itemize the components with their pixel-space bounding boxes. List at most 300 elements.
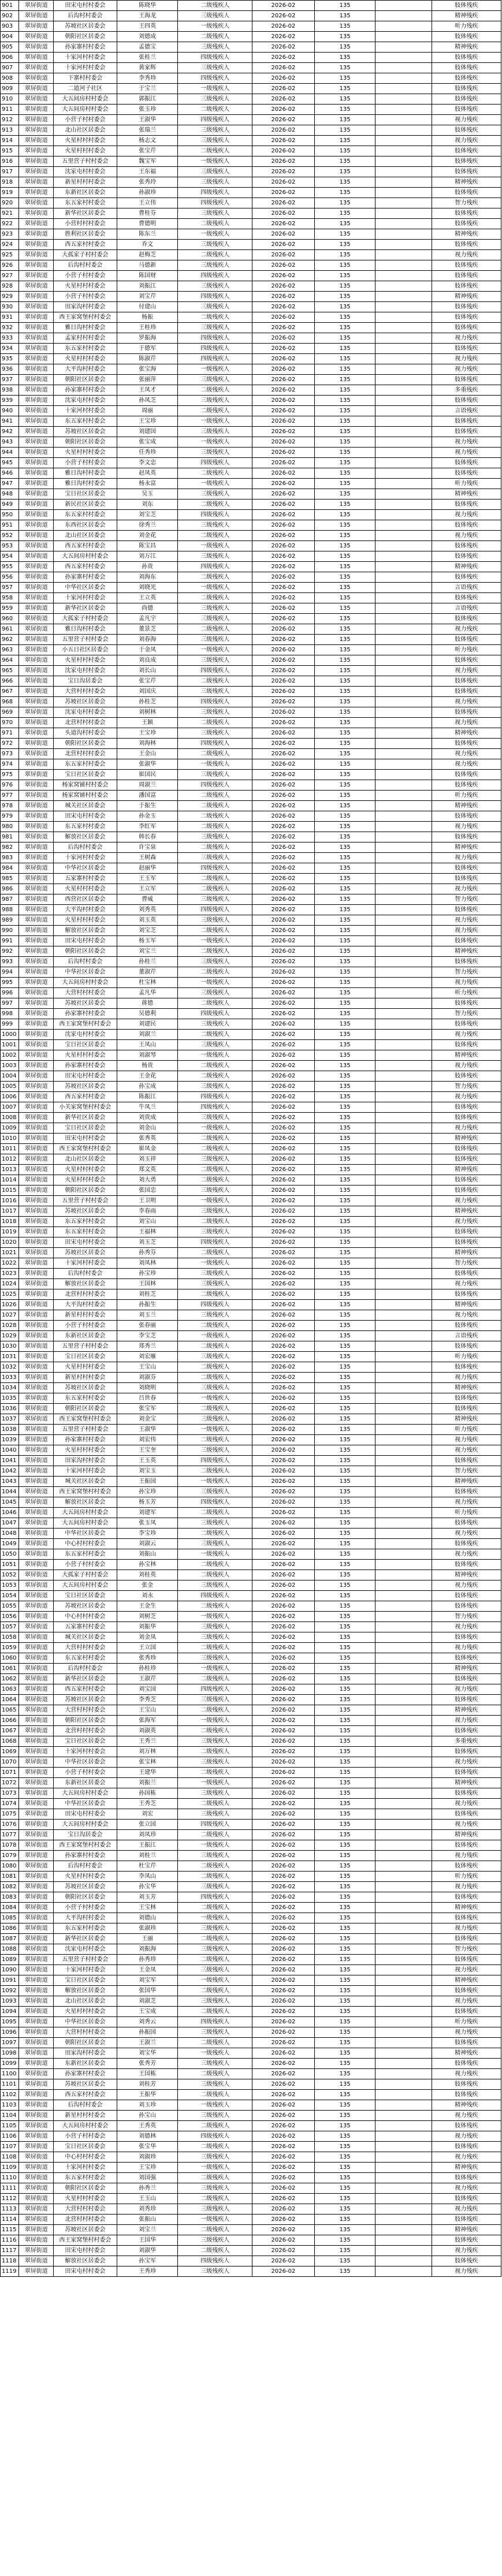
cell-row-number[interactable]: 1049 xyxy=(1,1539,19,1549)
cell-month[interactable]: 2026-02 xyxy=(252,1768,315,1778)
cell-community[interactable]: 火星村村村委会 xyxy=(54,448,117,458)
cell-name[interactable]: 陈宝昌 xyxy=(117,541,178,551)
cell-amount[interactable]: 135 xyxy=(314,1217,375,1227)
cell-row-number[interactable]: 919 xyxy=(1,188,19,198)
cell-street[interactable]: 翠屏街道 xyxy=(19,780,54,791)
cell-disability-type[interactable]: 肢体残疾 xyxy=(432,1341,501,1352)
cell-street[interactable]: 翠屏街道 xyxy=(19,1092,54,1102)
cell-amount[interactable]: 135 xyxy=(314,739,375,749)
cell-month[interactable]: 2026-02 xyxy=(252,1061,315,1071)
cell-month[interactable]: 2026-02 xyxy=(252,375,315,385)
cell-blank[interactable] xyxy=(375,2111,432,2121)
cell-month[interactable]: 2026-02 xyxy=(252,593,315,603)
cell-disability-level[interactable]: 四级残疾人 xyxy=(178,1892,252,1903)
cell-month[interactable]: 2026-02 xyxy=(252,1851,315,1861)
cell-disability-type[interactable]: 肢体残疾 xyxy=(432,1726,501,1736)
cell-street[interactable]: 翠屏街道 xyxy=(19,2027,54,2038)
cell-blank[interactable] xyxy=(375,364,432,375)
cell-blank[interactable] xyxy=(375,499,432,510)
cell-disability-level[interactable]: 三级残疾人 xyxy=(178,1580,252,1591)
cell-month[interactable]: 2026-02 xyxy=(252,842,315,853)
cell-blank[interactable] xyxy=(375,323,432,333)
cell-row-number[interactable]: 1069 xyxy=(1,1747,19,1757)
cell-month[interactable]: 2026-02 xyxy=(252,1258,315,1269)
cell-name[interactable]: 刘宏伟 xyxy=(117,1435,178,1445)
cell-disability-type[interactable]: 肢体残疾 xyxy=(432,1362,501,1373)
cell-street[interactable]: 翠屏街道 xyxy=(19,1632,54,1643)
cell-community[interactable]: 东新社区居委会 xyxy=(54,1331,117,1341)
cell-disability-type[interactable]: 精神残疾 xyxy=(432,728,501,739)
cell-street[interactable]: 翠屏街道 xyxy=(19,406,54,416)
cell-street[interactable]: 翠屏街道 xyxy=(19,302,54,312)
cell-disability-type[interactable]: 肢体残疾 xyxy=(432,957,501,967)
cell-row-number[interactable]: 968 xyxy=(1,697,19,707)
cell-amount[interactable]: 135 xyxy=(314,489,375,499)
cell-disability-level[interactable]: 四级残疾人 xyxy=(178,1497,252,1508)
cell-row-number[interactable]: 985 xyxy=(1,874,19,884)
cell-community[interactable]: 火星村村村委会 xyxy=(54,1050,117,1061)
cell-disability-level[interactable]: 一级残疾人 xyxy=(178,759,252,770)
cell-name[interactable]: 于德军 xyxy=(117,344,178,354)
cell-name[interactable]: 张秀英 xyxy=(117,1134,178,1144)
cell-row-number[interactable]: 1119 xyxy=(1,2266,19,2277)
cell-blank[interactable] xyxy=(375,2152,432,2163)
cell-disability-level[interactable]: 四级残疾人 xyxy=(178,73,252,84)
cell-blank[interactable] xyxy=(375,1154,432,1165)
cell-month[interactable]: 2026-02 xyxy=(252,687,315,697)
cell-blank[interactable] xyxy=(375,531,432,541)
cell-amount[interactable]: 135 xyxy=(314,323,375,333)
cell-disability-type[interactable]: 视力残疾 xyxy=(432,2183,501,2194)
cell-amount[interactable]: 135 xyxy=(314,749,375,759)
cell-name[interactable]: 杨玉芳 xyxy=(117,1497,178,1508)
cell-street[interactable]: 翠屏街道 xyxy=(19,1591,54,1601)
cell-disability-type[interactable]: 肢体残疾 xyxy=(432,707,501,718)
cell-name[interactable]: 王振国 xyxy=(117,1477,178,1487)
cell-disability-type[interactable]: 肢体残疾 xyxy=(432,1913,501,1923)
cell-row-number[interactable]: 1029 xyxy=(1,1331,19,1341)
cell-row-number[interactable]: 1051 xyxy=(1,1560,19,1570)
cell-amount[interactable]: 135 xyxy=(314,791,375,801)
cell-disability-level[interactable]: 三级残疾人 xyxy=(178,1113,252,1123)
cell-name[interactable]: 王立军 xyxy=(117,884,178,894)
cell-disability-type[interactable]: 视力残疾 xyxy=(432,2246,501,2256)
cell-disability-type[interactable]: 精神残疾 xyxy=(432,1778,501,1788)
cell-disability-level[interactable]: 二级残疾人 xyxy=(178,2090,252,2100)
cell-row-number[interactable]: 1082 xyxy=(1,1882,19,1892)
cell-street[interactable]: 翠屏街道 xyxy=(19,1144,54,1154)
cell-street[interactable]: 翠屏街道 xyxy=(19,791,54,801)
cell-community[interactable]: 中心村村村委会 xyxy=(54,1539,117,1549)
cell-community[interactable]: 宝日社区居委会 xyxy=(54,1352,117,1362)
cell-name[interactable]: 王建华 xyxy=(117,1768,178,1778)
cell-month[interactable]: 2026-02 xyxy=(252,146,315,156)
cell-row-number[interactable]: 998 xyxy=(1,1009,19,1019)
cell-name[interactable]: 张秀玲 xyxy=(117,177,178,188)
cell-community[interactable]: 孙家寨村村委会 xyxy=(54,385,117,396)
cell-disability-type[interactable]: 肢体残疾 xyxy=(432,1840,501,1851)
cell-disability-type[interactable]: 精神残疾 xyxy=(432,1975,501,1986)
cell-street[interactable]: 翠屏街道 xyxy=(19,188,54,198)
cell-disability-type[interactable]: 视力残疾 xyxy=(432,884,501,894)
cell-row-number[interactable]: 951 xyxy=(1,520,19,531)
cell-disability-type[interactable]: 视力残疾 xyxy=(432,1580,501,1591)
cell-amount[interactable]: 135 xyxy=(314,1903,375,1913)
cell-community[interactable]: 西王家窝堡村村委会 xyxy=(54,1487,117,1497)
cell-amount[interactable]: 135 xyxy=(314,406,375,416)
cell-amount[interactable]: 135 xyxy=(314,1331,375,1341)
cell-street[interactable]: 翠屏街道 xyxy=(19,1653,54,1664)
cell-month[interactable]: 2026-02 xyxy=(252,125,315,136)
cell-row-number[interactable]: 1060 xyxy=(1,1653,19,1664)
cell-month[interactable]: 2026-02 xyxy=(252,1414,315,1425)
cell-name[interactable]: 刘秀英 xyxy=(117,905,178,915)
cell-blank[interactable] xyxy=(375,1903,432,1913)
cell-blank[interactable] xyxy=(375,759,432,770)
cell-name[interactable]: 张宝芹 xyxy=(117,146,178,156)
cell-month[interactable]: 2026-02 xyxy=(252,2215,315,2225)
cell-blank[interactable] xyxy=(375,1144,432,1154)
cell-name[interactable]: 孙宝林 xyxy=(117,1560,178,1570)
cell-community[interactable]: 中华社区居委会 xyxy=(54,1757,117,1768)
cell-blank[interactable] xyxy=(375,967,432,978)
cell-amount[interactable]: 135 xyxy=(314,1872,375,1882)
cell-row-number[interactable]: 1107 xyxy=(1,2142,19,2152)
cell-community[interactable]: 小营子村村委会 xyxy=(54,292,117,302)
cell-month[interactable]: 2026-02 xyxy=(252,42,315,53)
cell-disability-type[interactable]: 视力残疾 xyxy=(432,1196,501,1206)
cell-name[interactable]: 于宝兰 xyxy=(117,84,178,94)
cell-disability-level[interactable]: 一级残疾人 xyxy=(178,437,252,448)
cell-disability-type[interactable]: 肢体残疾 xyxy=(432,2121,501,2131)
cell-row-number[interactable]: 945 xyxy=(1,458,19,468)
cell-amount[interactable]: 135 xyxy=(314,1508,375,1518)
cell-amount[interactable]: 135 xyxy=(314,1092,375,1102)
cell-blank[interactable] xyxy=(375,2069,432,2079)
cell-disability-level[interactable]: 二级残疾人 xyxy=(178,801,252,811)
cell-community[interactable]: 孙家寨村村委会 xyxy=(54,2069,117,2079)
cell-disability-level[interactable]: 二级残疾人 xyxy=(178,2225,252,2235)
cell-amount[interactable]: 135 xyxy=(314,2183,375,2194)
cell-disability-level[interactable]: 三级残疾人 xyxy=(178,1632,252,1643)
cell-community[interactable]: 杨家窝铺村村委会 xyxy=(54,791,117,801)
cell-name[interactable]: 张玉珍 xyxy=(117,105,178,115)
cell-amount[interactable]: 135 xyxy=(314,396,375,406)
cell-disability-type[interactable]: 言语残疾 xyxy=(432,603,501,614)
cell-name[interactable]: 乔文 xyxy=(117,240,178,250)
cell-disability-type[interactable]: 视力残疾 xyxy=(432,1757,501,1768)
cell-disability-level[interactable]: 三级残疾人 xyxy=(178,260,252,271)
cell-community[interactable]: 新星村村村委会 xyxy=(54,1310,117,1321)
cell-blank[interactable] xyxy=(375,2246,432,2256)
cell-disability-type[interactable]: 视力残疾 xyxy=(432,1965,501,1975)
cell-disability-level[interactable]: 三级残疾人 xyxy=(178,375,252,385)
cell-disability-type[interactable]: 肢体残疾 xyxy=(432,780,501,791)
cell-row-number[interactable]: 1066 xyxy=(1,1716,19,1726)
cell-disability-level[interactable]: 三级残疾人 xyxy=(178,853,252,863)
cell-street[interactable]: 翠屏街道 xyxy=(19,1248,54,1258)
cell-amount[interactable]: 135 xyxy=(314,1,375,11)
cell-row-number[interactable]: 924 xyxy=(1,240,19,250)
cell-community[interactable]: 火星村村村委会 xyxy=(54,884,117,894)
cell-amount[interactable]: 135 xyxy=(314,2152,375,2163)
cell-disability-level[interactable]: 三级残疾人 xyxy=(178,136,252,146)
cell-month[interactable]: 2026-02 xyxy=(252,697,315,707)
cell-name[interactable]: 孙振生 xyxy=(117,1300,178,1310)
cell-name[interactable]: 刘贵成 xyxy=(117,1113,178,1123)
cell-street[interactable]: 翠屏街道 xyxy=(19,2121,54,2131)
cell-disability-level[interactable]: 二级残疾人 xyxy=(178,1289,252,1300)
cell-community[interactable]: 东五家村村委会 xyxy=(54,1923,117,1934)
cell-row-number[interactable]: 1023 xyxy=(1,1269,19,1279)
cell-community[interactable]: 东五家村村委会 xyxy=(54,344,117,354)
cell-disability-level[interactable]: 二级残疾人 xyxy=(178,219,252,229)
cell-community[interactable]: 东五家村村委会 xyxy=(54,416,117,427)
cell-disability-type[interactable]: 视力残疾 xyxy=(432,718,501,728)
cell-row-number[interactable]: 946 xyxy=(1,468,19,479)
cell-name[interactable]: 王宝珍 xyxy=(117,416,178,427)
cell-name[interactable]: 刘宝芝 xyxy=(117,926,178,936)
cell-disability-type[interactable]: 言语残疾 xyxy=(432,583,501,593)
cell-name[interactable]: 王凤山 xyxy=(117,1040,178,1050)
cell-amount[interactable]: 135 xyxy=(314,364,375,375)
cell-blank[interactable] xyxy=(375,978,432,988)
cell-row-number[interactable]: 1026 xyxy=(1,1300,19,1310)
cell-row-number[interactable]: 959 xyxy=(1,603,19,614)
cell-disability-type[interactable]: 听力残疾 xyxy=(432,2017,501,2027)
cell-disability-type[interactable]: 肢体残疾 xyxy=(432,1404,501,1414)
cell-community[interactable]: 雅日沟村村委会 xyxy=(54,323,117,333)
cell-blank[interactable] xyxy=(375,437,432,448)
cell-street[interactable]: 翠屏街道 xyxy=(19,1321,54,1331)
cell-disability-type[interactable]: 肢体残疾 xyxy=(432,811,501,822)
cell-community[interactable]: 西五家村村委会 xyxy=(54,1092,117,1102)
cell-community[interactable]: 田宋屯村村委会 xyxy=(54,1134,117,1144)
cell-amount[interactable]: 135 xyxy=(314,1923,375,1934)
cell-community[interactable]: 田家沟村村委会 xyxy=(54,302,117,312)
cell-row-number[interactable]: 1036 xyxy=(1,1404,19,1414)
cell-disability-level[interactable]: 三级残疾人 xyxy=(178,1279,252,1289)
cell-community[interactable]: 后沟村村委会 xyxy=(54,1861,117,1872)
cell-disability-type[interactable]: 肢体残疾 xyxy=(432,260,501,271)
cell-street[interactable]: 翠屏街道 xyxy=(19,2038,54,2048)
cell-name[interactable]: 孙宝成 xyxy=(117,1082,178,1092)
cell-name[interactable]: 孟凡宇 xyxy=(117,614,178,624)
cell-disability-level[interactable]: 三级残疾人 xyxy=(178,1539,252,1549)
cell-blank[interactable] xyxy=(375,2204,432,2215)
cell-amount[interactable]: 135 xyxy=(314,2090,375,2100)
cell-community[interactable]: 孙家寨村村委会 xyxy=(54,1009,117,1019)
cell-name[interactable]: 刘德山 xyxy=(117,1913,178,1923)
cell-amount[interactable]: 135 xyxy=(314,1321,375,1331)
cell-row-number[interactable]: 933 xyxy=(1,333,19,344)
cell-row-number[interactable]: 1018 xyxy=(1,1217,19,1227)
cell-blank[interactable] xyxy=(375,583,432,593)
cell-row-number[interactable]: 1012 xyxy=(1,1154,19,1165)
cell-amount[interactable]: 135 xyxy=(314,1165,375,1175)
cell-disability-level[interactable]: 二级残疾人 xyxy=(178,624,252,635)
cell-disability-type[interactable]: 视力残疾 xyxy=(432,1923,501,1934)
cell-amount[interactable]: 135 xyxy=(314,1082,375,1092)
cell-disability-type[interactable]: 听力残疾 xyxy=(432,1508,501,1518)
cell-amount[interactable]: 135 xyxy=(314,292,375,302)
cell-name[interactable]: 郑秀兰 xyxy=(117,1341,178,1352)
cell-name[interactable]: 王宝珍 xyxy=(117,2163,178,2173)
cell-month[interactable]: 2026-02 xyxy=(252,2256,315,2266)
cell-community[interactable]: 西王家窝堡村村委会 xyxy=(54,1414,117,1425)
cell-amount[interactable]: 135 xyxy=(314,1373,375,1383)
cell-month[interactable]: 2026-02 xyxy=(252,1664,315,1674)
cell-month[interactable]: 2026-02 xyxy=(252,1497,315,1508)
cell-month[interactable]: 2026-02 xyxy=(252,2152,315,2163)
cell-name[interactable]: 王宝山 xyxy=(117,1362,178,1373)
cell-street[interactable]: 翠屏街道 xyxy=(19,323,54,333)
cell-blank[interactable] xyxy=(375,489,432,499)
cell-community[interactable]: 小营子村村委会 xyxy=(54,1321,117,1331)
cell-street[interactable]: 翠屏街道 xyxy=(19,1373,54,1383)
cell-name[interactable]: 吴德利 xyxy=(117,1009,178,1019)
cell-amount[interactable]: 135 xyxy=(314,1445,375,1456)
cell-blank[interactable] xyxy=(375,1134,432,1144)
cell-amount[interactable]: 135 xyxy=(314,146,375,156)
cell-disability-type[interactable]: 肢体残疾 xyxy=(432,655,501,666)
cell-amount[interactable]: 135 xyxy=(314,136,375,146)
cell-amount[interactable]: 135 xyxy=(314,1632,375,1643)
cell-month[interactable]: 2026-02 xyxy=(252,302,315,312)
cell-street[interactable]: 翠屏街道 xyxy=(19,1477,54,1487)
cell-name[interactable]: 刘国庆 xyxy=(117,687,178,697)
cell-disability-level[interactable]: 二级残疾人 xyxy=(178,1071,252,1082)
cell-blank[interactable] xyxy=(375,146,432,156)
cell-name[interactable]: 孙国栋 xyxy=(117,1788,178,1799)
cell-disability-level[interactable]: 三级残疾人 xyxy=(178,1622,252,1632)
cell-disability-type[interactable]: 视力残疾 xyxy=(432,759,501,770)
cell-row-number[interactable]: 961 xyxy=(1,624,19,635)
cell-street[interactable]: 翠屏街道 xyxy=(19,718,54,728)
cell-disability-type[interactable]: 肢体残疾 xyxy=(432,63,501,73)
cell-amount[interactable]: 135 xyxy=(314,572,375,583)
cell-disability-level[interactable]: 三级残疾人 xyxy=(178,707,252,718)
cell-community[interactable]: 宝日社区居委会 xyxy=(54,1123,117,1134)
cell-month[interactable]: 2026-02 xyxy=(252,2048,315,2059)
cell-disability-level[interactable]: 一级残疾人 xyxy=(178,583,252,593)
cell-blank[interactable] xyxy=(375,1955,432,1965)
cell-amount[interactable]: 135 xyxy=(314,1352,375,1362)
cell-street[interactable]: 翠屏街道 xyxy=(19,94,54,105)
cell-row-number[interactable]: 1034 xyxy=(1,1383,19,1393)
cell-month[interactable]: 2026-02 xyxy=(252,1529,315,1539)
cell-street[interactable]: 翠屏街道 xyxy=(19,749,54,759)
cell-row-number[interactable]: 918 xyxy=(1,177,19,188)
cell-community[interactable]: 宝日社区居委会 xyxy=(54,489,117,499)
cell-disability-type[interactable]: 视力残疾 xyxy=(432,666,501,676)
cell-disability-level[interactable]: 二级残疾人 xyxy=(178,811,252,822)
cell-name[interactable]: 刘振江 xyxy=(117,281,178,292)
cell-blank[interactable] xyxy=(375,1487,432,1497)
cell-community[interactable]: 东五家村村委会 xyxy=(54,1217,117,1227)
cell-disability-level[interactable]: 二级残疾人 xyxy=(178,1768,252,1778)
cell-street[interactable]: 翠屏街道 xyxy=(19,946,54,957)
cell-community[interactable]: 大五间房村村委会 xyxy=(54,1820,117,1830)
cell-disability-level[interactable]: 一级残疾人 xyxy=(178,936,252,946)
cell-community[interactable]: 后沟村村委会 xyxy=(54,11,117,21)
cell-blank[interactable] xyxy=(375,229,432,240)
cell-row-number[interactable]: 958 xyxy=(1,593,19,603)
cell-disability-level[interactable]: 四级残疾人 xyxy=(178,905,252,915)
cell-row-number[interactable]: 967 xyxy=(1,687,19,697)
cell-blank[interactable] xyxy=(375,1736,432,1747)
cell-name[interactable]: 张宝成 xyxy=(117,437,178,448)
cell-blank[interactable] xyxy=(375,2235,432,2246)
cell-name[interactable]: 张丽萍 xyxy=(117,375,178,385)
cell-month[interactable]: 2026-02 xyxy=(252,2183,315,2194)
cell-disability-level[interactable]: 三级残疾人 xyxy=(178,1944,252,1955)
cell-street[interactable]: 翠屏街道 xyxy=(19,1975,54,1986)
cell-community[interactable]: 朝阳社区居委会 xyxy=(54,375,117,385)
cell-disability-level[interactable]: 二级残疾人 xyxy=(178,1341,252,1352)
cell-amount[interactable]: 135 xyxy=(314,260,375,271)
cell-community[interactable]: 胜利社区居委会 xyxy=(54,229,117,240)
cell-row-number[interactable]: 1035 xyxy=(1,1393,19,1404)
cell-amount[interactable]: 135 xyxy=(314,499,375,510)
cell-street[interactable]: 翠屏街道 xyxy=(19,2235,54,2246)
cell-street[interactable]: 翠屏街道 xyxy=(19,292,54,302)
cell-disability-type[interactable]: 言语残疾 xyxy=(432,406,501,416)
cell-name[interactable]: 孙宝珍 xyxy=(117,1269,178,1279)
cell-amount[interactable]: 135 xyxy=(314,94,375,105)
cell-disability-type[interactable]: 智力残疾 xyxy=(432,1009,501,1019)
cell-amount[interactable]: 135 xyxy=(314,1341,375,1352)
cell-disability-type[interactable]: 肢体残疾 xyxy=(432,458,501,468)
cell-street[interactable]: 翠屏街道 xyxy=(19,105,54,115)
cell-disability-level[interactable]: 二级残疾人 xyxy=(178,1726,252,1736)
cell-disability-level[interactable]: 四级残疾人 xyxy=(178,1456,252,1466)
cell-amount[interactable]: 135 xyxy=(314,1934,375,1944)
cell-street[interactable]: 翠屏街道 xyxy=(19,2256,54,2266)
cell-street[interactable]: 翠屏街道 xyxy=(19,1009,54,1019)
cell-street[interactable]: 翠屏街道 xyxy=(19,1986,54,1996)
cell-community[interactable]: 东五家村村委会 xyxy=(54,2173,117,2183)
cell-street[interactable]: 翠屏街道 xyxy=(19,1934,54,1944)
cell-month[interactable]: 2026-02 xyxy=(252,177,315,188)
cell-disability-type[interactable]: 视力残疾 xyxy=(432,2152,501,2163)
cell-blank[interactable] xyxy=(375,1882,432,1892)
cell-row-number[interactable]: 984 xyxy=(1,863,19,874)
cell-name[interactable]: 曹德明 xyxy=(117,219,178,229)
cell-street[interactable]: 翠屏街道 xyxy=(19,136,54,146)
cell-community[interactable]: 十家河村村委会 xyxy=(54,593,117,603)
cell-month[interactable]: 2026-02 xyxy=(252,489,315,499)
cell-month[interactable]: 2026-02 xyxy=(252,1778,315,1788)
cell-community[interactable]: 火星村村村委会 xyxy=(54,1175,117,1186)
cell-street[interactable]: 翠屏街道 xyxy=(19,978,54,988)
cell-community[interactable]: 中华社区居委会 xyxy=(54,967,117,978)
cell-amount[interactable]: 135 xyxy=(314,1653,375,1664)
cell-blank[interactable] xyxy=(375,1341,432,1352)
cell-disability-level[interactable]: 二级残疾人 xyxy=(178,1674,252,1684)
cell-row-number[interactable]: 941 xyxy=(1,416,19,427)
cell-disability-type[interactable]: 肢体残疾 xyxy=(432,2142,501,2152)
cell-month[interactable]: 2026-02 xyxy=(252,1321,315,1331)
cell-disability-level[interactable]: 二级残疾人 xyxy=(178,1466,252,1477)
cell-community[interactable]: 小关家窝堡村村委会 xyxy=(54,1102,117,1113)
cell-month[interactable]: 2026-02 xyxy=(252,1487,315,1497)
cell-disability-type[interactable]: 肢体残疾 xyxy=(432,1237,501,1248)
cell-disability-level[interactable]: 一级残疾人 xyxy=(178,2163,252,2173)
cell-amount[interactable]: 135 xyxy=(314,1186,375,1196)
cell-row-number[interactable]: 906 xyxy=(1,53,19,63)
cell-community[interactable]: 五里营子村村委会 xyxy=(54,156,117,167)
